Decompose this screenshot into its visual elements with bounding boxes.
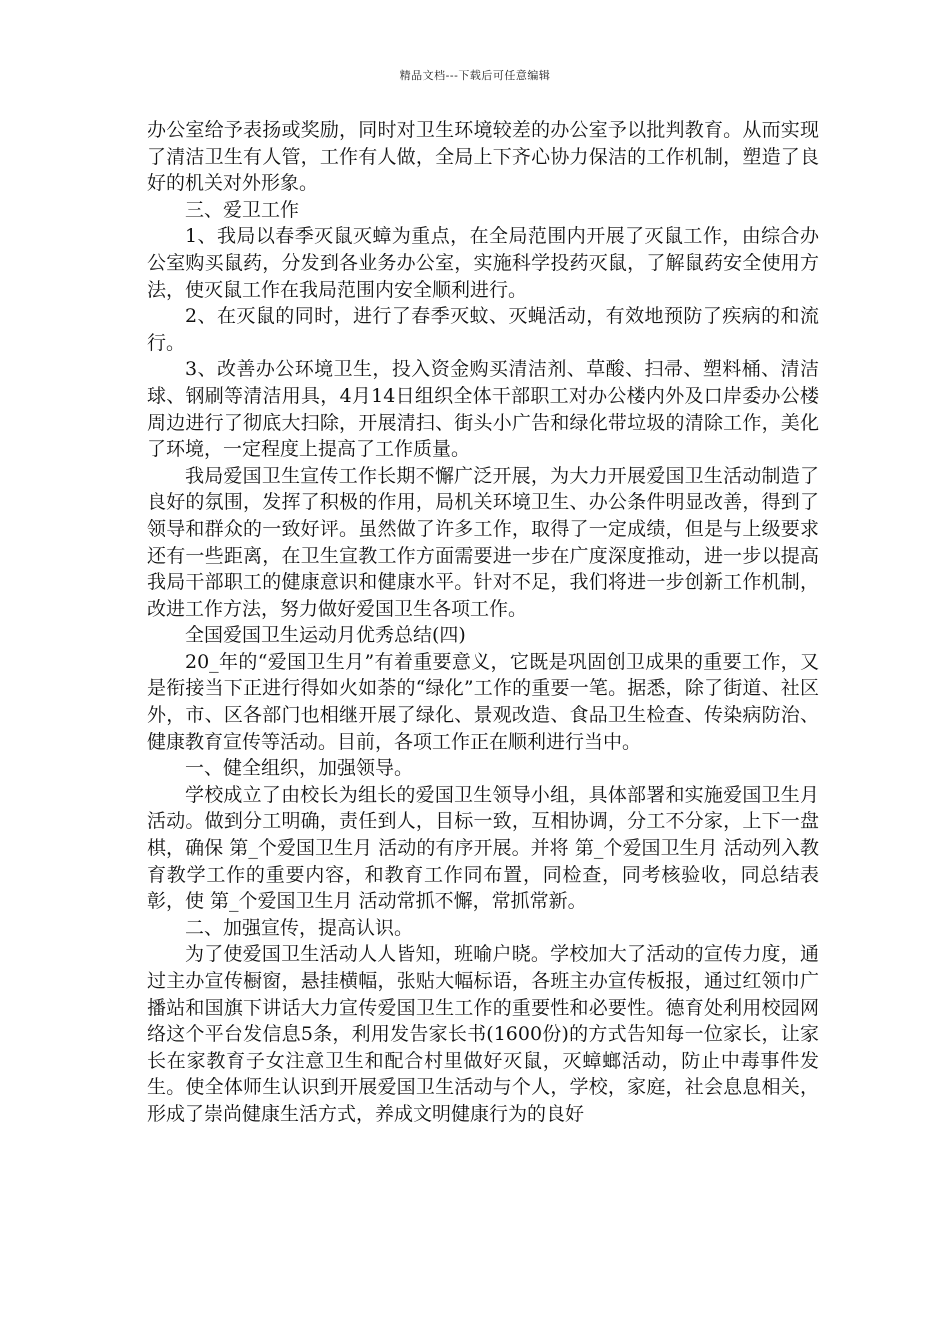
- paragraph-item-2: 2、在灭鼠的同时，进行了春季灭蚊、灭蝇活动，有效地预防了疾病的和流行。: [147, 305, 819, 354]
- page-header: 精品文档---下载后可任意编辑: [399, 69, 551, 82]
- paragraph-publicity: 为了使爱国卫生活动人人皆知，班喻户晓。学校加大了活动的宣传力度，通过主办宣传橱窗，悬挂横幅，张贴大幅标语，各班主办宣传板报，通过红领巾广播站和国旗下讲话大力宣传爱国卫生工作的重要性和必要性。德育处利用校园网络这个平台发信息5条，利用发告家长书(1600份)的方式告知每一位家长，让家长在家教育子女注意卫生和配合村里做好灭鼠，灭蟑螂活动，防止中毒事件发生。使全体师生认识到开展爱国卫生活动与个人，学校，家庭，社会息息相关，形成了崇尚健康生活方式，养成文明健康行为的良好: [147, 943, 819, 1125]
- paragraph-intro: 20_年的“爱国卫生月”有着重要意义，它既是巩固创卫成果的重要工作，又是衔接当下正进行得如火如荼的“绿化”工作的重要一笔。据悉，除了街道、社区外，市、区各部门也相继开展了绿化、景观改造、食品卫生检查、传染病防治、健康教育宣传等活动。目前，各项工作正在顺利进行当中。: [147, 650, 819, 753]
- section-heading-organization: 一、健全组织，加强领导。: [185, 757, 414, 780]
- document-subtitle: 全国爱国卫生运动月优秀总结(四): [185, 624, 466, 647]
- paragraph-organization: 学校成立了由校长为组长的爱国卫生领导小组，具体部署和实施爱国卫生月活动。做到分工明确，责任到人，目标一致，互相协调，分工不分家，上下一盘棋，确保 第_个爱国卫生月 活动的有序开展。并将 第_个爱国卫生月 活动列入教育教学工作的重要内容，和教育工作同布置，同检查，同考核验收，同总结表彰，使 第_个爱国卫生月 活动常抓不懈，常抓常新。: [147, 783, 819, 913]
- paragraph-item-3: 3、改善办公环境卫生，投入资金购买清洁剂、草酸、扫帚、塑料桶、清洁球、钢刷等清洁用具，4月14日组织全体干部职工对办公楼内外及口岸委办公楼周边进行了彻底大扫除，开展清扫、街头小广告和绿化带垃圾的清除工作，美化了环境，一定程度上提高了工作质量。: [147, 358, 819, 461]
- section-heading-aiwei: 三、爱卫工作: [185, 198, 300, 221]
- section-heading-publicity: 二、加强宣传，提高认识。: [185, 916, 414, 939]
- paragraph-item-1: 1、我局以春季灭鼠灭蟑为重点，在全局范围内开展了灭鼠工作，由综合办公室购买鼠药，分发到各业务办公室，实施科学投药灭鼠，了解鼠药安全使用方法，使灭鼠工作在我局范围内安全顺利进行。: [147, 225, 819, 301]
- document-body: [147, 117, 819, 1128]
- paragraph-continuation: 办公室给予表扬或奖励，同时对卫生环境较差的办公室予以批判教育。从而实现了清洁卫生有人管，工作有人做，全局上下齐心协力保洁的工作机制，塑造了良好的机关对外形象。: [147, 119, 819, 195]
- paragraph-summary: 我局爱国卫生宣传工作长期不懈广泛开展，为大力开展爱国卫生活动制造了良好的氛围，发挥了积极的作用，局机关环境卫生、办公条件明显改善，得到了领导和群众的一致好评。虽然做了许多工作，取得了一定成绩，但是与上级要求还有一些距离，在卫生宣教工作方面需要进一步在广度深度推动，进一步以提高我局干部职工的健康意识和健康水平。针对不足，我们将进一步创新工作机制，改进工作方法，努力做好爱国卫生各项工作。: [147, 464, 819, 620]
